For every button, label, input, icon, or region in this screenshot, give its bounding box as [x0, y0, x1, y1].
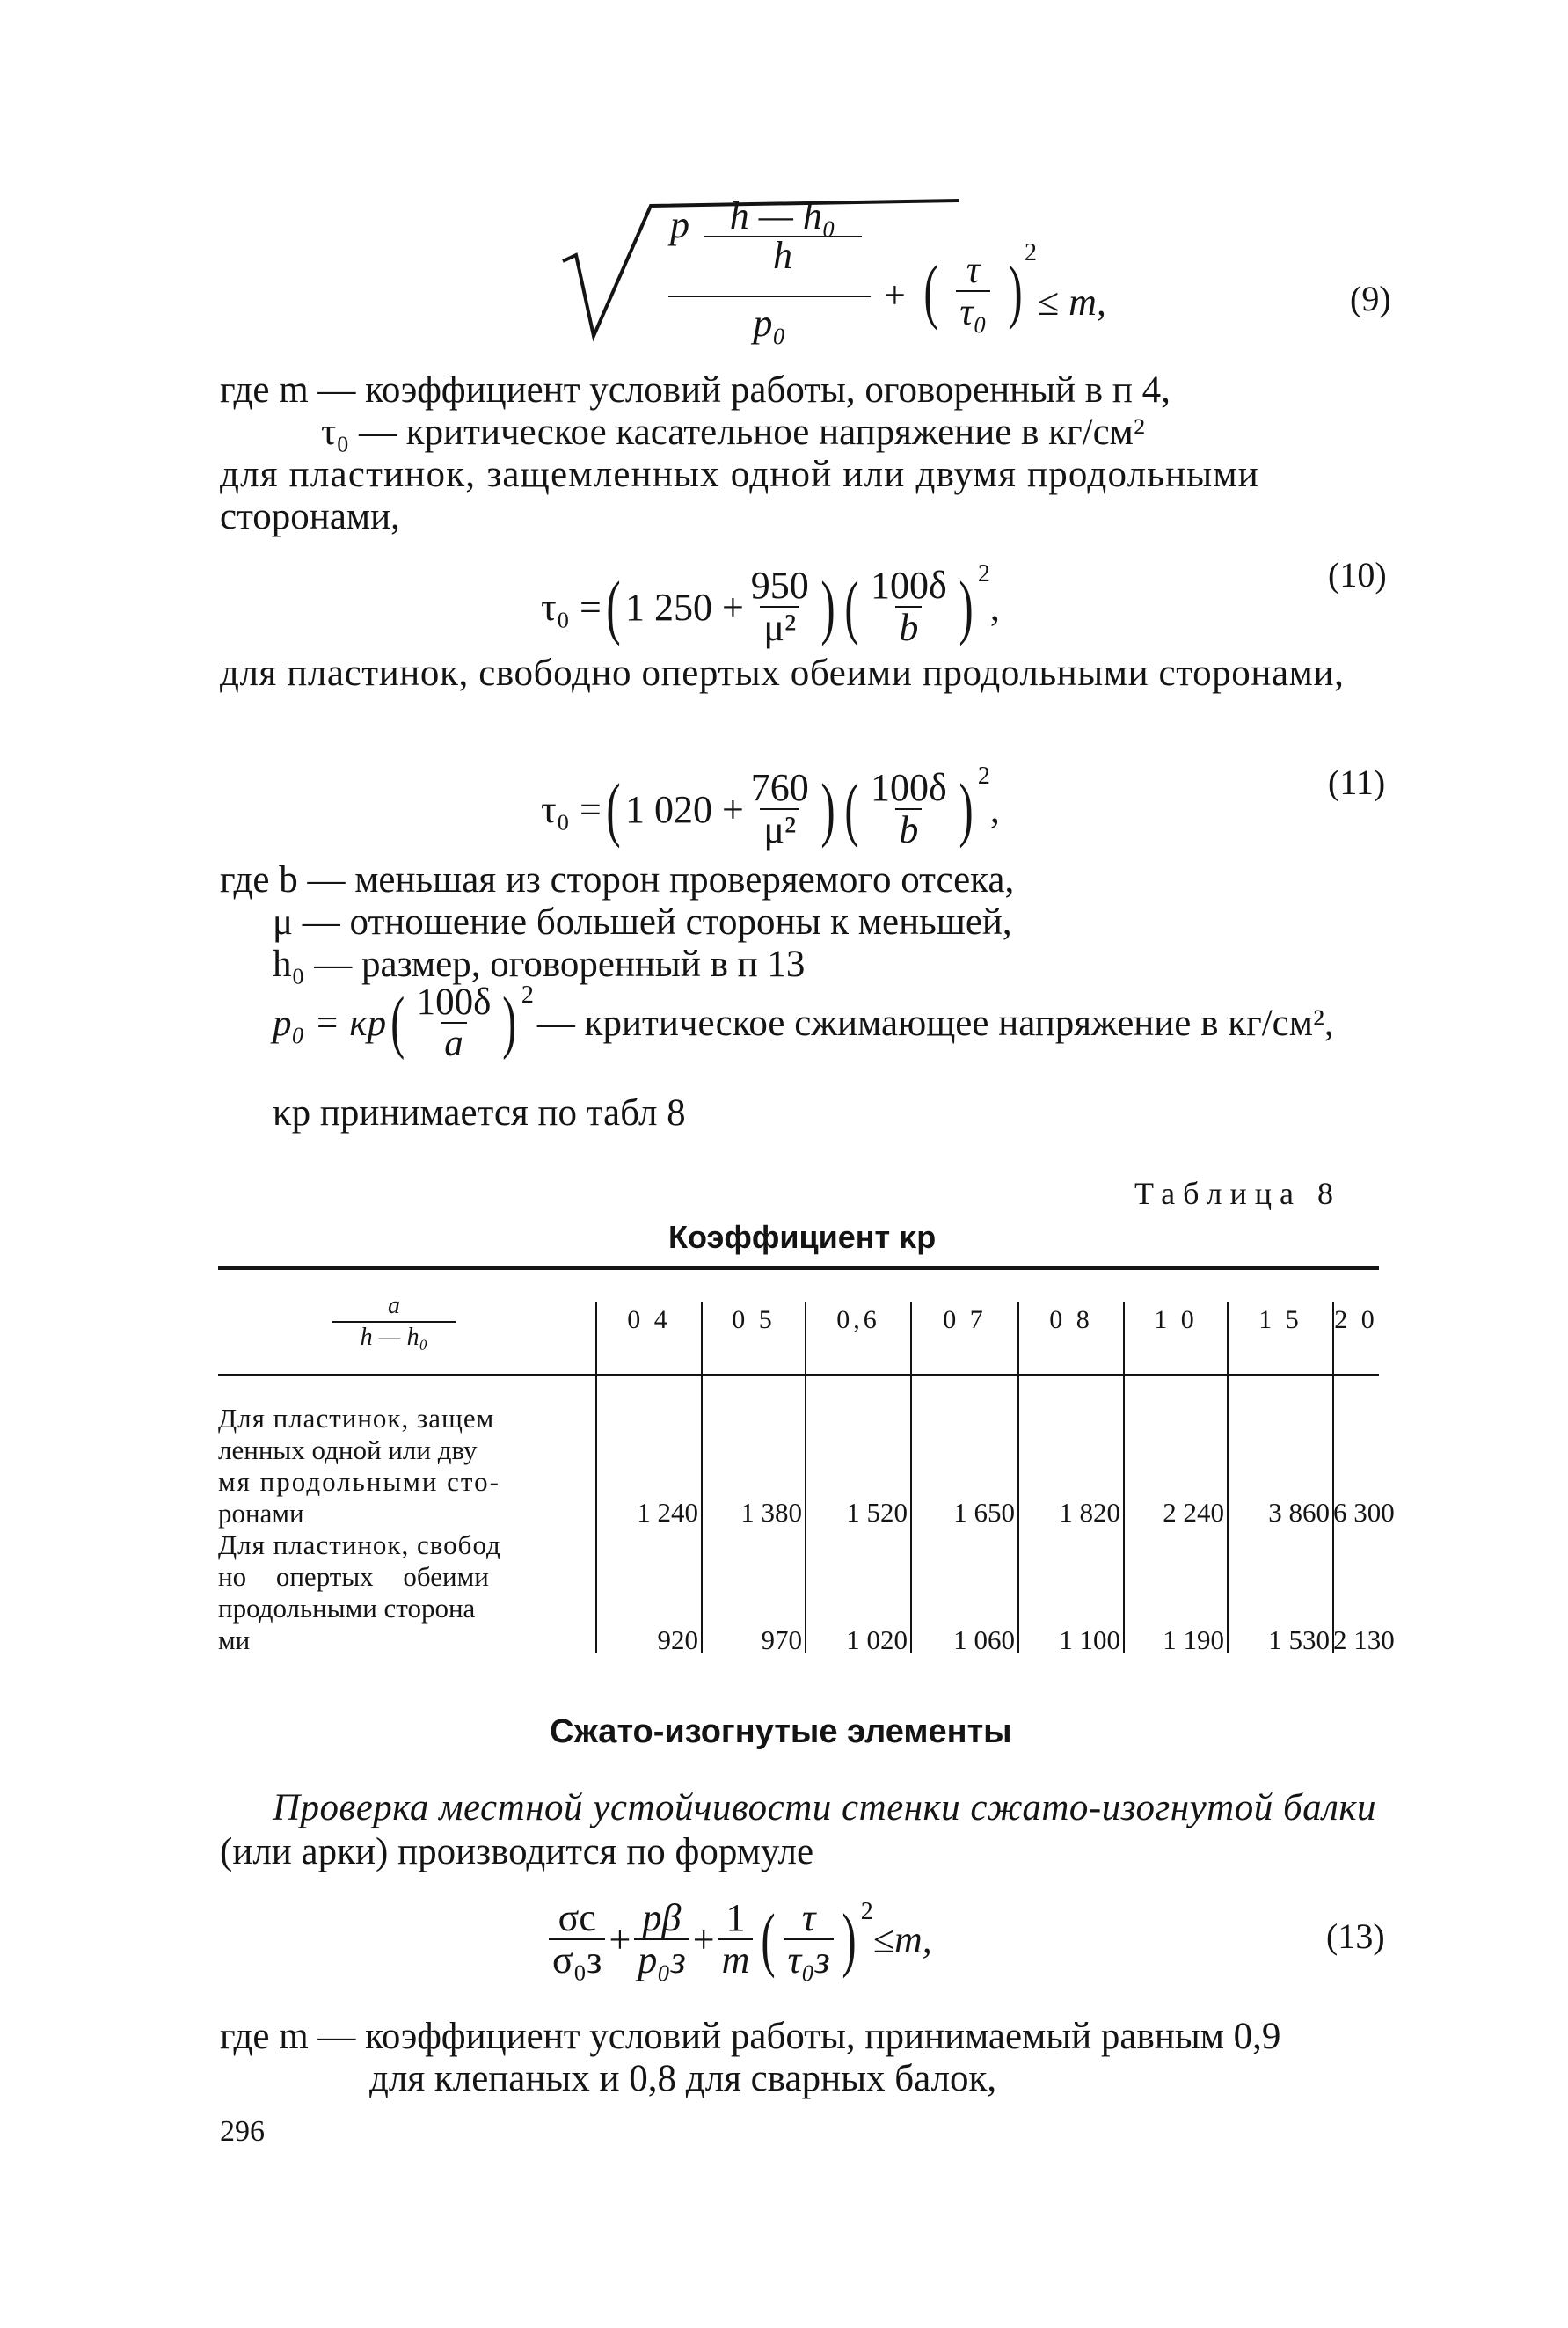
- table-column-header: 0,6: [836, 1305, 880, 1334]
- table-cell: 1 060: [953, 1624, 1015, 1655]
- equation-number-11: (11): [1328, 763, 1386, 802]
- para1-line2: τ₀ — критическое касательное напряжение в кг/см²: [321, 412, 1145, 453]
- eq10-lhs: τ₀ =: [541, 585, 602, 629]
- equation-number-13: (13): [1326, 1916, 1385, 1956]
- eq10-tail: ,: [989, 585, 1000, 629]
- table-title: Коэффициент κр: [668, 1219, 937, 1255]
- page-number: 296: [220, 2115, 265, 2148]
- para3-line3: h₀ — размер, оговоренный в п 13: [273, 944, 806, 985]
- table-cell: 970: [761, 1624, 802, 1655]
- eq13-n1: σс: [558, 1895, 596, 1939]
- eq11-lparen2: (: [844, 769, 859, 850]
- header-a: a: [332, 1291, 456, 1323]
- eq10-lparen2: (: [844, 566, 859, 647]
- table-cell: 920: [657, 1624, 698, 1655]
- p0-exponent: 2: [521, 982, 534, 1009]
- p0-den: a: [441, 1022, 467, 1063]
- eq9-main-fraction-bar: [668, 296, 871, 297]
- eq10-rparen: ): [820, 566, 835, 647]
- table-cell: 1 380: [740, 1497, 802, 1528]
- row2-label-line: Для пластинок, свобод: [218, 1529, 501, 1560]
- p0-text: — критическое сжимающее напряжение в кг/см²,: [536, 1002, 1334, 1044]
- p0-num: 100δ: [416, 981, 492, 1023]
- eq9-rparen: ): [1008, 251, 1023, 332]
- eq13-d3: m: [718, 1938, 754, 1981]
- table-cell: 1 100: [1059, 1624, 1120, 1655]
- eq11-rparen: ): [820, 769, 835, 850]
- eq11-lhs: τ₀ =: [541, 787, 602, 831]
- eq11-lparen: (: [606, 769, 621, 850]
- eq13-d1: σ₀з: [549, 1938, 605, 1981]
- para3-line5: κр принимается по табл 8: [273, 1092, 686, 1134]
- para4-line1: где m — коэффициент условий работы, принимаемый равным 0,9: [220, 2016, 1281, 2057]
- p0-definition: [273, 974, 1334, 1071]
- eq9-m: m,: [1068, 281, 1106, 324]
- para3-line1: где b — меньшая из сторон проверяемого отсека,: [220, 859, 1015, 901]
- table-column-header: 1 5: [1258, 1305, 1302, 1334]
- eq13-plus2: +: [692, 1917, 715, 1961]
- equation-11: [541, 743, 1000, 875]
- section-line2: (или арки) производится по формуле: [220, 1831, 814, 1872]
- row2-label: [218, 1529, 587, 1656]
- p0-lparen: (: [390, 983, 405, 1062]
- equation-number-9: (9): [1350, 279, 1391, 318]
- eq9-p: p: [670, 203, 689, 246]
- row2-label-line: но опертых обеими: [218, 1561, 489, 1592]
- eq13-exponent: 2: [860, 1898, 873, 1925]
- table-column-header: 0 7: [943, 1305, 987, 1334]
- para3-line2: μ — отношение большей стороны к меньшей,: [273, 901, 1012, 943]
- table-label: Таблица 8: [1134, 1176, 1341, 1211]
- table-cell: 1 520: [846, 1497, 908, 1528]
- row1-label-line: ронами: [218, 1498, 304, 1529]
- eq13-plus1: +: [609, 1917, 631, 1961]
- eq10-exponent: 2: [977, 560, 990, 587]
- table-cell: 3 860: [1268, 1497, 1330, 1528]
- eq9-plus: +: [884, 274, 906, 317]
- section-heading: Сжато-изогнутые элементы: [550, 1713, 1012, 1750]
- eq9-tau: τ: [966, 248, 981, 291]
- table-cell: 1 530: [1268, 1624, 1330, 1655]
- eq11-tail: ,: [989, 787, 1000, 831]
- table-cell: 1 240: [637, 1497, 698, 1528]
- table-cell: 1 190: [1163, 1624, 1224, 1655]
- table-cell: 1 650: [953, 1497, 1015, 1528]
- eq10-const: 1 250 +: [624, 585, 744, 629]
- eq9-lparen: (: [923, 251, 938, 332]
- row1-label-line: Для пластинок, защем: [218, 1403, 495, 1434]
- eq9-tau0: τ₀: [956, 290, 990, 332]
- row1-label: [218, 1403, 587, 1529]
- para2: для пластинок, свободно опертых обеими продольными сторонами,: [220, 653, 1345, 694]
- eq11-num2: 100δ: [871, 765, 947, 809]
- eq10-lparen: (: [606, 566, 621, 647]
- eq9-h: h: [773, 234, 792, 277]
- section-line1: Проверка местной устойчивости стенки сжато-изогнутой балки: [273, 1787, 1376, 1828]
- equation-13: [545, 1873, 932, 2005]
- eq13-d2: p₀з: [634, 1938, 689, 1981]
- para1-line1: где m — коэффициент условий работы, оговоренный в п 4,: [220, 369, 1171, 411]
- eq13-rparen: ): [842, 1899, 857, 1980]
- eq10-den: μ²: [760, 606, 799, 648]
- eq13-d4: τ₀з: [784, 1938, 833, 1981]
- eq13-n4: τ: [801, 1895, 816, 1939]
- row2-label-line: ми: [218, 1624, 251, 1655]
- eq13-n3: 1: [726, 1895, 746, 1939]
- equation-9: [545, 194, 1106, 354]
- eq10-num2: 100δ: [871, 563, 947, 607]
- eq9-p0: p₀: [753, 302, 786, 345]
- row1-label-line: ленных одной или дву: [218, 1434, 478, 1465]
- table-cell: 2 130: [1333, 1624, 1395, 1655]
- table-cell: 1 820: [1059, 1497, 1120, 1528]
- eq10-den2: b: [895, 606, 922, 648]
- eq9-leq: ≤: [1038, 281, 1060, 324]
- table-column-header: 2 0: [1334, 1305, 1378, 1334]
- eq10-num: 950: [750, 563, 809, 607]
- eq13-n2: pβ: [642, 1895, 682, 1939]
- table-column-header: 1 0: [1154, 1305, 1198, 1334]
- eq10-rparen2: ): [959, 566, 974, 647]
- eq13-leq: ≤: [872, 1917, 894, 1961]
- row2-label-line: продольными сторона: [218, 1593, 476, 1624]
- table-cell: 2 240: [1163, 1497, 1224, 1528]
- para1-line3: для пластинок, защемленных одной или двумя продольными: [220, 454, 1260, 495]
- equation-number-10: (10): [1328, 555, 1387, 595]
- eq13-lparen: (: [761, 1899, 777, 1980]
- para1-line4: сторонами,: [220, 496, 400, 537]
- table-column-header: 0 4: [627, 1305, 671, 1334]
- eq13-m: m,: [893, 1917, 932, 1961]
- table-column-header: 0 8: [1049, 1305, 1093, 1334]
- eq9-exponent: 2: [1025, 239, 1037, 266]
- eq9-h-minus-h0: h — h₀: [704, 197, 862, 237]
- para4-line2: для клепаных и 0,8 для сварных балок,: [369, 2058, 997, 2099]
- eq11-const: 1 020 +: [624, 787, 744, 831]
- table-8: [218, 1266, 1395, 1658]
- eq11-rparen2: ): [959, 769, 974, 850]
- table-column-header: 0 5: [732, 1305, 776, 1334]
- header-h-minus-h0: h — h₀: [360, 1324, 428, 1351]
- eq11-den: μ²: [760, 808, 799, 850]
- table-cell: 6 300: [1333, 1497, 1395, 1528]
- p0-rparen: ): [502, 983, 517, 1062]
- eq11-exponent: 2: [977, 763, 990, 790]
- p0-lhs: p₀ = κр: [273, 1002, 387, 1044]
- table-cell: 1 020: [846, 1624, 908, 1655]
- eq11-den2: b: [895, 808, 922, 850]
- eq11-num: 760: [750, 765, 809, 809]
- row1-label-line: мя продольными сто-: [218, 1466, 500, 1497]
